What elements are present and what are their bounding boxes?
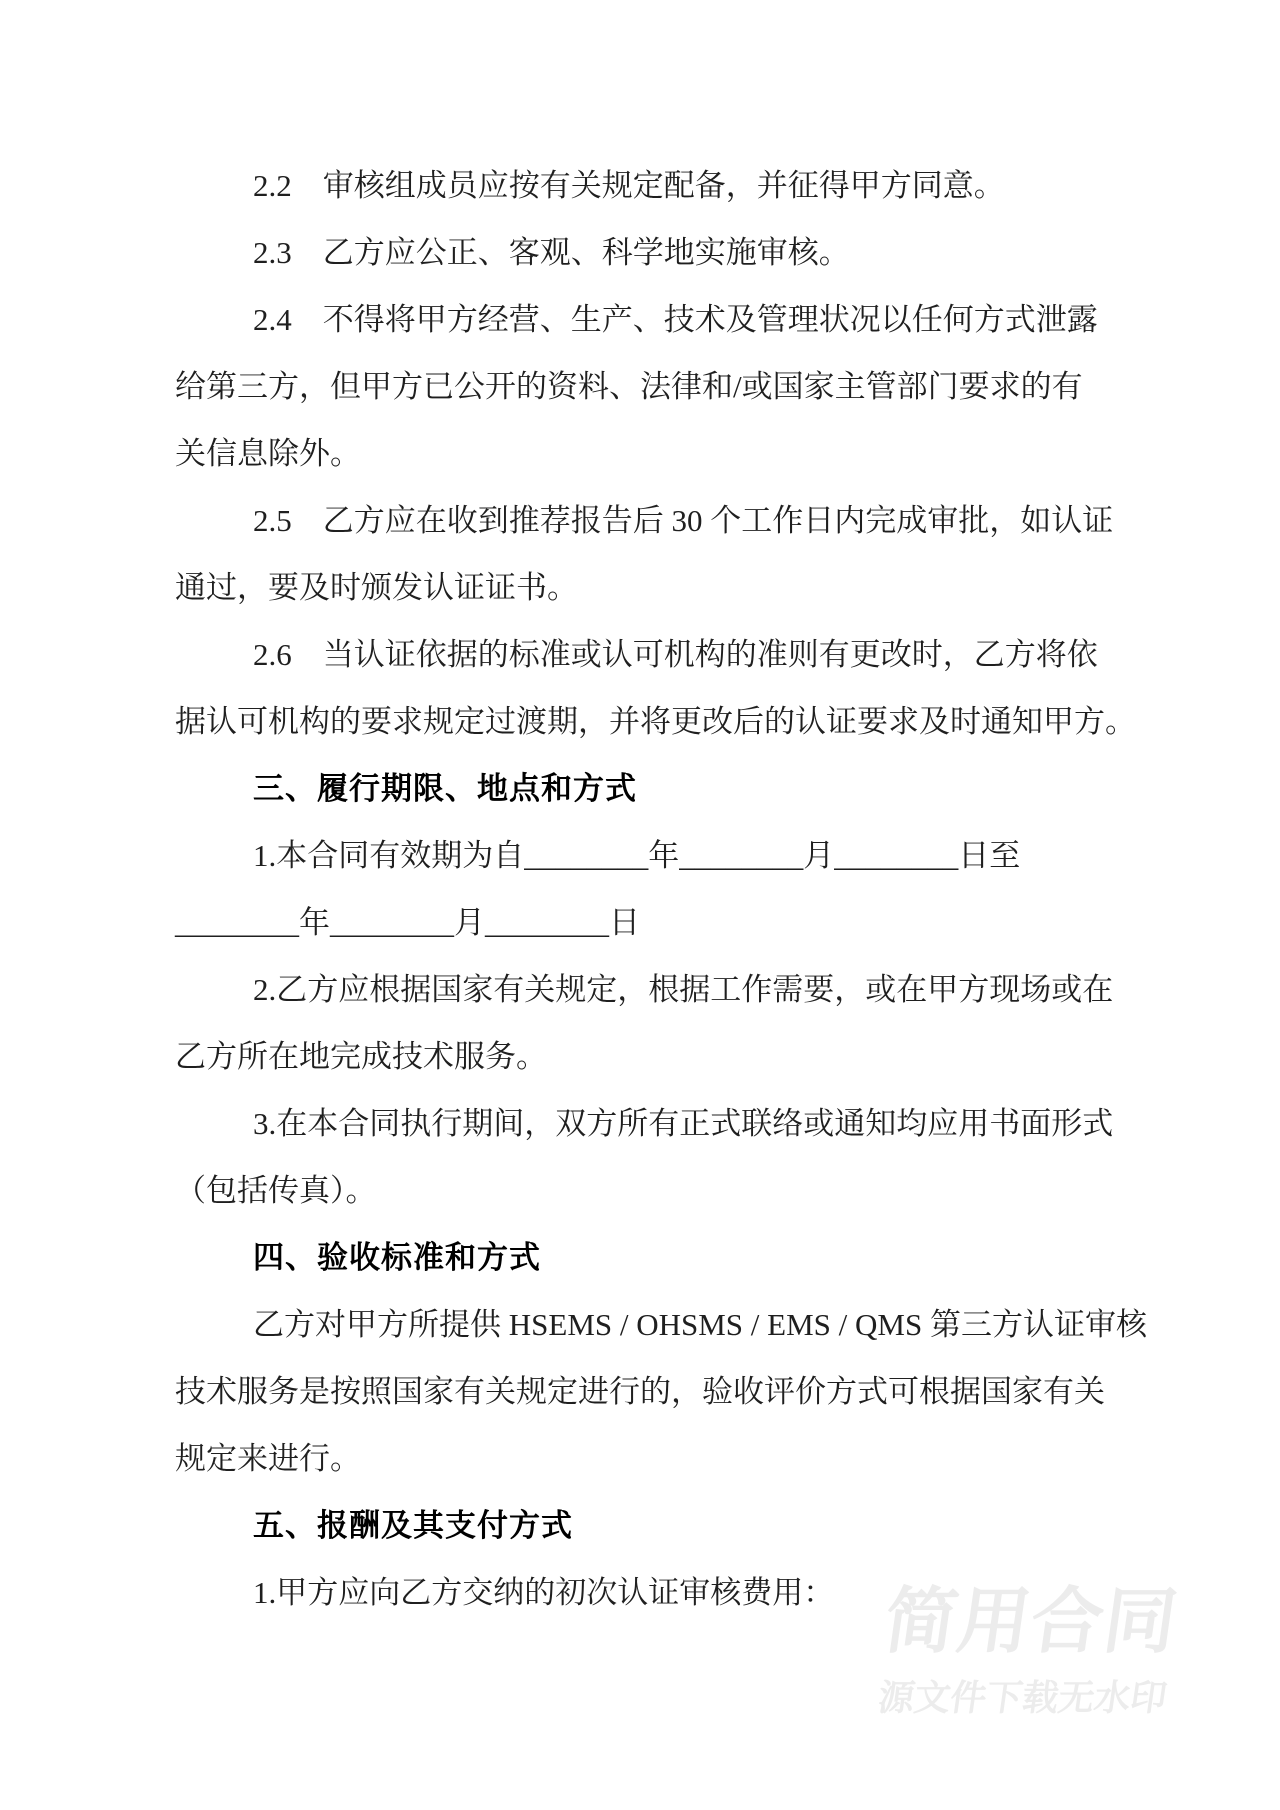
text-line: 2.4 不得将甲方经营、生产、技术及管理状况以任何方式泄露	[253, 302, 1098, 337]
text-line: 乙方对甲方所提供 HSEMS / OHSMS / EMS / QMS 第三方认证审核	[253, 1307, 1147, 1342]
text-line: 3.在本合同执行期间，双方所有正式联络或通知均应用书面形式	[253, 1106, 1114, 1141]
text-line: 2.3 乙方应公正、客观、科学地实施审核。	[253, 235, 850, 270]
text-line: 关信息除外。	[175, 436, 361, 471]
text-line: 1.甲方应向乙方交纳的初次认证审核费用：	[253, 1575, 835, 1610]
text-line: 2.2 审核组成员应按有关规定配备，并征得甲方同意。	[253, 168, 1005, 203]
text-line: 2.5 乙方应在收到推荐报告后 30 个工作日内完成审批，如认证	[253, 503, 1114, 538]
text-line: 2.6 当认证依据的标准或认可机构的准则有更改时，乙方将依	[253, 637, 1098, 672]
section-heading: 三、履行期限、地点和方式	[253, 771, 637, 806]
text-line: 据认可机构的要求规定过渡期，并将更改后的认证要求及时通知甲方。	[175, 704, 1136, 739]
text-line: 通过，要及时颁发认证证书。	[175, 570, 578, 605]
text-line: 1.本合同有效期为自________年________月________日至	[253, 838, 1021, 873]
watermark-subtitle: 源文件下载无水印	[875, 1677, 1170, 1718]
text-line: 2.乙方应根据国家有关规定，根据工作需要，或在甲方现场或在	[253, 972, 1114, 1007]
text-line: 规定来进行。	[175, 1441, 361, 1476]
text-line: 给第三方，但甲方已公开的资料、法律和/或国家主管部门要求的有	[175, 369, 1083, 404]
text-line: （包括传真）。	[175, 1173, 377, 1208]
watermark-title: 简用合同	[879, 1582, 1183, 1662]
document-body	[175, 152, 1170, 1626]
watermark	[872, 1582, 1183, 1718]
section-heading: 五、报酬及其支付方式	[253, 1508, 573, 1543]
text-line: 技术服务是按照国家有关规定进行的，验收评价方式可根据国家有关	[175, 1374, 1105, 1409]
text-line: ________年________月________日	[175, 905, 640, 940]
text-line: 乙方所在地完成技术服务。	[175, 1039, 547, 1074]
section-heading: 四、验收标准和方式	[253, 1240, 541, 1275]
